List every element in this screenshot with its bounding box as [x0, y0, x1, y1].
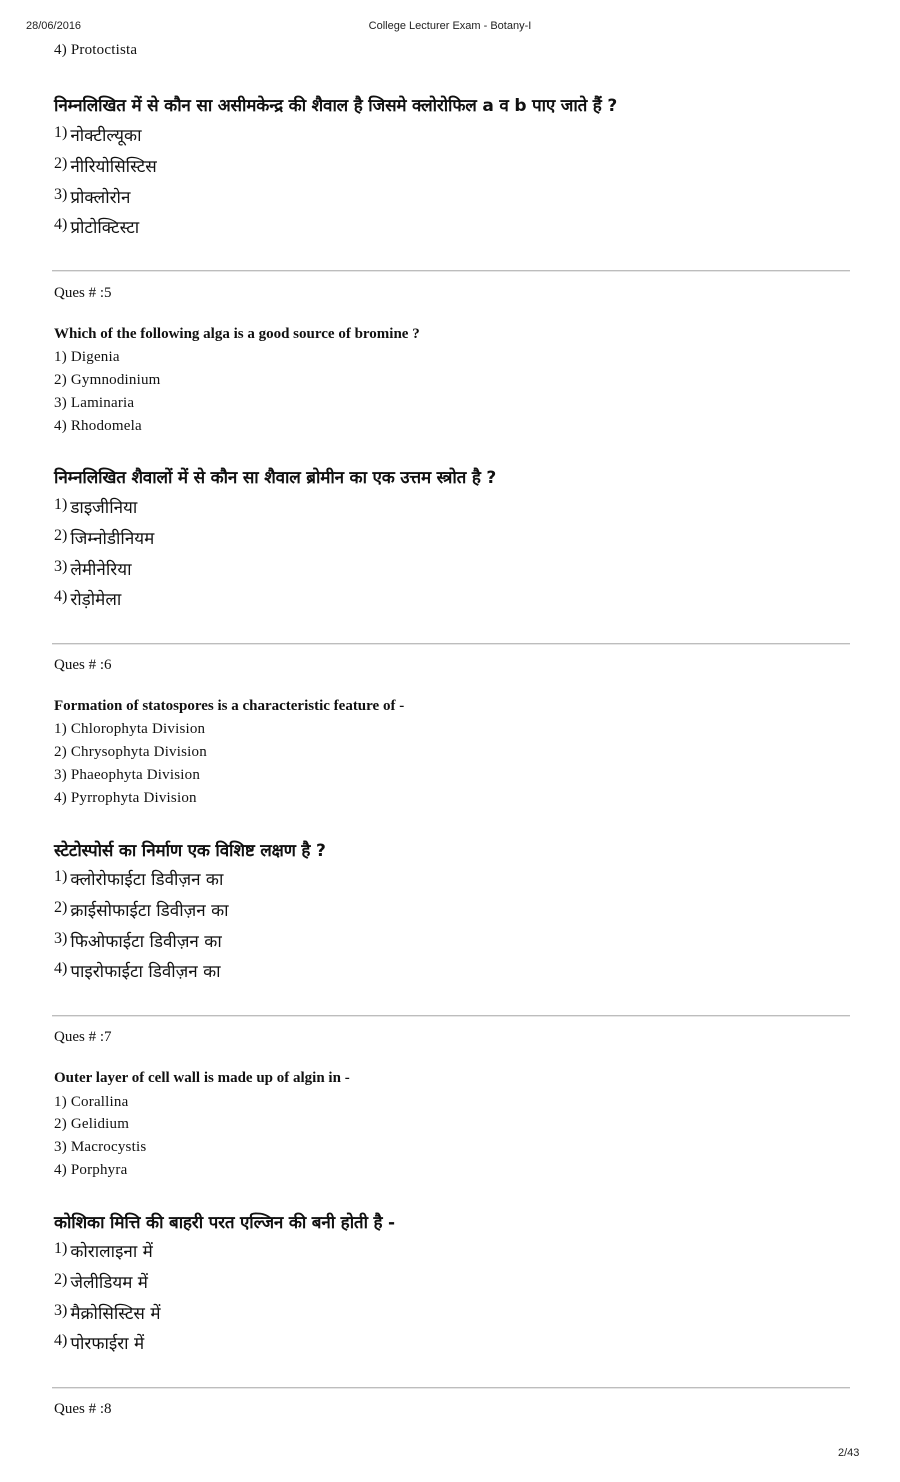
q5-option-english-2: 2) Gymnodinium — [54, 372, 161, 388]
q7-option-hindi-4 — [54, 1331, 144, 1354]
q7-option-english-2: 2) Gelidium — [54, 1116, 130, 1132]
q7-option-hindi-1 — [54, 1239, 153, 1262]
q6-question-english: Formation of statospores is a characteristic feature of - — [54, 698, 405, 714]
q7-question-english: Outer layer of cell wall is made up of algin in - — [54, 1070, 350, 1086]
q6-option-hindi-4 — [54, 959, 221, 982]
q7-option-english-1: 1) Corallina — [54, 1094, 129, 1110]
q5-option-english-1: 1) Digenia — [54, 349, 120, 365]
q4-option-hindi-3 — [54, 185, 130, 208]
option-text: नोक्टील्यूका — [70, 126, 142, 146]
option-text: प्रोक्लोरोन — [70, 188, 131, 208]
option-number: 3) — [54, 558, 68, 575]
option-text: लेमीनेरिया — [70, 560, 132, 580]
q7-option-hindi-3 — [54, 1301, 161, 1324]
q5-option-english-3: 3) Laminaria — [54, 395, 135, 411]
q7-label: Ques # :7 — [54, 1029, 112, 1045]
option-number: 1) — [54, 868, 68, 885]
option-text: नीरियोसिस्टिस — [70, 157, 157, 177]
q6-option-hindi-3 — [54, 929, 222, 952]
q6-option-hindi-1 — [54, 867, 223, 890]
q7-option-english-3: 3) Macrocystis — [54, 1139, 147, 1155]
q4-option-hindi-1 — [54, 123, 142, 146]
q5-option-hindi-4 — [54, 587, 121, 610]
option-number: 1) — [54, 496, 68, 513]
option-number: 4) — [54, 588, 68, 605]
option-number: 2) — [54, 1271, 68, 1288]
document-title: College Lecturer Exam - Botany-I — [368, 20, 532, 32]
option-number: 2) — [54, 527, 68, 544]
q7-question-hindi: कोशिका मित्ति की बाहरी परत एल्जिन की बनी होती है - — [54, 1213, 395, 1233]
q7-option-hindi-2 — [54, 1270, 148, 1293]
option-text: क्राईसोफाईटा डिवीज़न का — [70, 901, 229, 921]
option-number: 4) — [54, 960, 68, 977]
option-text: पोरफाईरा में — [70, 1334, 145, 1354]
carry-over-option: 4) Protoctista — [54, 42, 138, 58]
q6-option-english-1: 1) Chlorophyta Division — [54, 721, 206, 737]
option-text: फिओफाईटा डिवीज़न का — [70, 932, 222, 952]
page-number: 2/43 — [838, 1447, 860, 1459]
question-divider — [52, 1387, 850, 1389]
q4-option-hindi-4 — [54, 215, 139, 238]
option-number: 3) — [54, 930, 68, 947]
option-text: पाइरोफाईटा डिवीज़न का — [70, 962, 221, 982]
option-number: 1) — [54, 124, 68, 141]
q8-label: Ques # :8 — [54, 1401, 112, 1417]
q5-label: Ques # :5 — [54, 285, 112, 301]
option-number: 3) — [54, 186, 68, 203]
q5-option-hindi-1 — [54, 495, 137, 518]
q6-option-english-3: 3) Phaeophyta Division — [54, 767, 201, 783]
option-text: प्रोटोक्टिस्टा — [70, 218, 140, 238]
q7-option-english-4: 4) Porphyra — [54, 1162, 128, 1178]
option-number: 3) — [54, 1302, 68, 1319]
q4-option-hindi-2 — [54, 154, 157, 177]
q6-option-english-2: 2) Chrysophyta Division — [54, 744, 207, 760]
option-number: 4) — [54, 216, 68, 233]
option-number: 2) — [54, 155, 68, 172]
q5-question-hindi: निम्नलिखित शैवालों में से कौन सा शैवाल ब्रोमीन का एक उत्तम स्त्रोत है ? — [54, 468, 497, 488]
q6-option-english-4: 4) Pyrrophyta Division — [54, 790, 197, 806]
q5-option-hindi-2 — [54, 526, 154, 549]
option-text: मैक्रोसिस्टिस में — [70, 1304, 161, 1324]
q4-question-hindi: निम्नलिखित में से कौन सा असीमकेन्द्र की शैवाल है जिसमे क्लोरोफिल a व b पाए जाते हैं ? — [54, 96, 618, 116]
print-date: 28/06/2016 — [26, 20, 82, 32]
option-number: 4) — [54, 1332, 68, 1349]
q6-label: Ques # :6 — [54, 657, 112, 673]
option-text: क्लोरोफाईटा डिवीज़न का — [70, 870, 224, 890]
option-text: डाइजीनिया — [70, 498, 138, 518]
option-text: जेलीडियम में — [70, 1273, 148, 1293]
option-text: जिम्नोडीनियम — [70, 529, 155, 549]
question-divider — [52, 643, 850, 645]
question-divider — [52, 1015, 850, 1017]
q5-option-english-4: 4) Rhodomela — [54, 418, 142, 434]
option-number: 2) — [54, 899, 68, 916]
option-text: कोरालाइना में — [70, 1242, 153, 1262]
question-divider — [52, 270, 850, 272]
option-text: रोड़ोमेला — [70, 590, 122, 610]
option-number: 1) — [54, 1240, 68, 1257]
q5-option-hindi-3 — [54, 557, 131, 580]
q6-option-hindi-2 — [54, 898, 229, 921]
q5-question-english: Which of the following alga is a good source of bromine ? — [54, 326, 420, 342]
q6-question-hindi: स्टेटोस्पोर्स का निर्माण एक विशिष्ट लक्षण है ? — [54, 841, 326, 861]
